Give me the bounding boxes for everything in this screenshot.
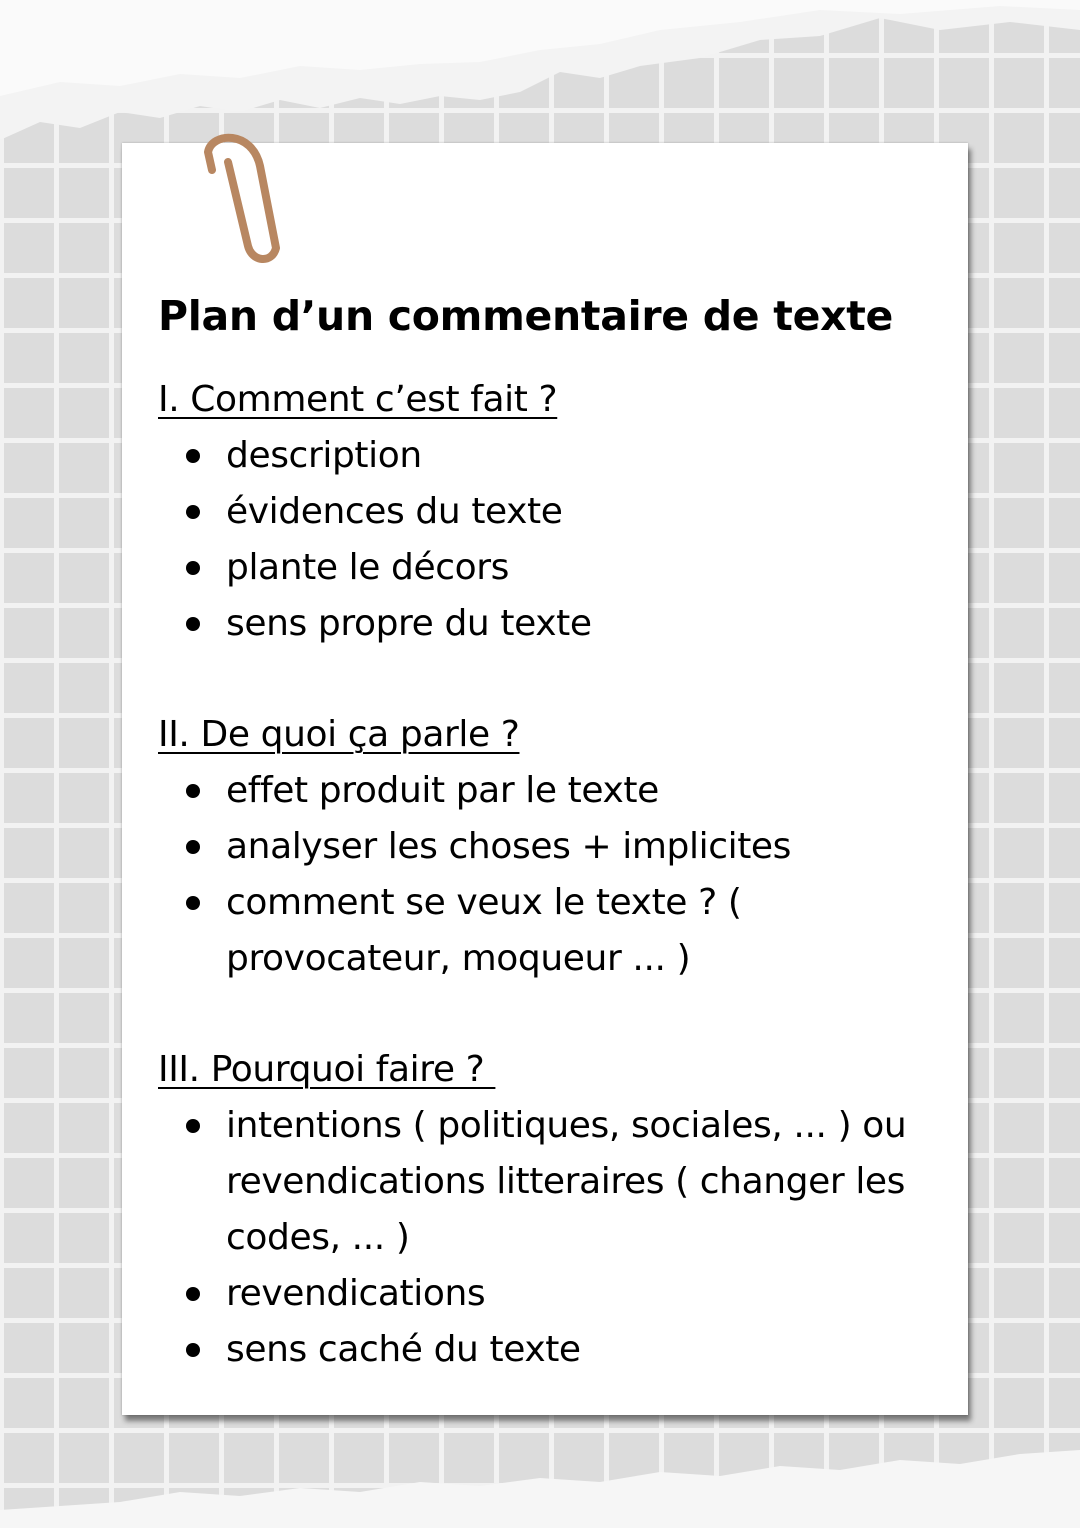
section-heading: II. De quoi ça parle ?	[158, 714, 520, 755]
bullet-dot	[186, 561, 200, 575]
section-1	[158, 372, 948, 652]
list-item	[158, 484, 948, 540]
bullet-dot	[186, 896, 200, 910]
list-item	[158, 1266, 948, 1322]
bullet-list	[158, 1098, 948, 1378]
section-3	[158, 1042, 948, 1378]
bullet-dot	[186, 840, 200, 854]
list-item-text: analyser les choses + implicites	[226, 826, 792, 867]
list-item-text: comment se veux le texte ? ( provocateur, moqueur ... )	[226, 882, 742, 979]
bullet-dot	[186, 449, 200, 463]
bullet-dot	[186, 505, 200, 519]
bullet-dot	[186, 1343, 200, 1357]
list-item	[158, 596, 948, 652]
section-2	[158, 707, 948, 987]
list-item	[158, 763, 948, 819]
list-item	[158, 875, 948, 987]
list-item-text: sens propre du texte	[226, 603, 592, 644]
list-item	[158, 540, 948, 596]
bullet-dot	[186, 1287, 200, 1301]
list-item	[158, 1322, 948, 1378]
bullet-list	[158, 763, 948, 987]
list-item	[158, 819, 948, 875]
list-item-text: description	[226, 435, 422, 476]
torn-paper-bottom	[0, 1448, 1080, 1528]
list-item-text: intentions ( politiques, sociales, ... ) ou revendications litteraires ( changer les codes, ... )	[226, 1105, 907, 1258]
paperclip-icon	[198, 118, 288, 280]
section-heading: III. Pourquoi faire ?	[158, 1049, 496, 1090]
list-item-text: revendications	[226, 1273, 486, 1314]
bullet-dot	[186, 617, 200, 631]
list-item-text: évidences du texte	[226, 491, 563, 532]
bullet-dot	[186, 784, 200, 798]
list-item	[158, 1098, 948, 1266]
torn-paper-top	[0, 0, 1080, 150]
list-item-text: effet produit par le texte	[226, 770, 659, 811]
list-item-text: plante le décors	[226, 547, 510, 588]
bullet-list	[158, 428, 948, 652]
list-item	[158, 428, 948, 484]
section-heading: I. Comment c’est fait ?	[158, 379, 558, 420]
page-title: Plan d’un commentaire de texte	[158, 292, 894, 340]
list-item-text: sens caché du texte	[226, 1329, 581, 1370]
bullet-dot	[186, 1119, 200, 1133]
